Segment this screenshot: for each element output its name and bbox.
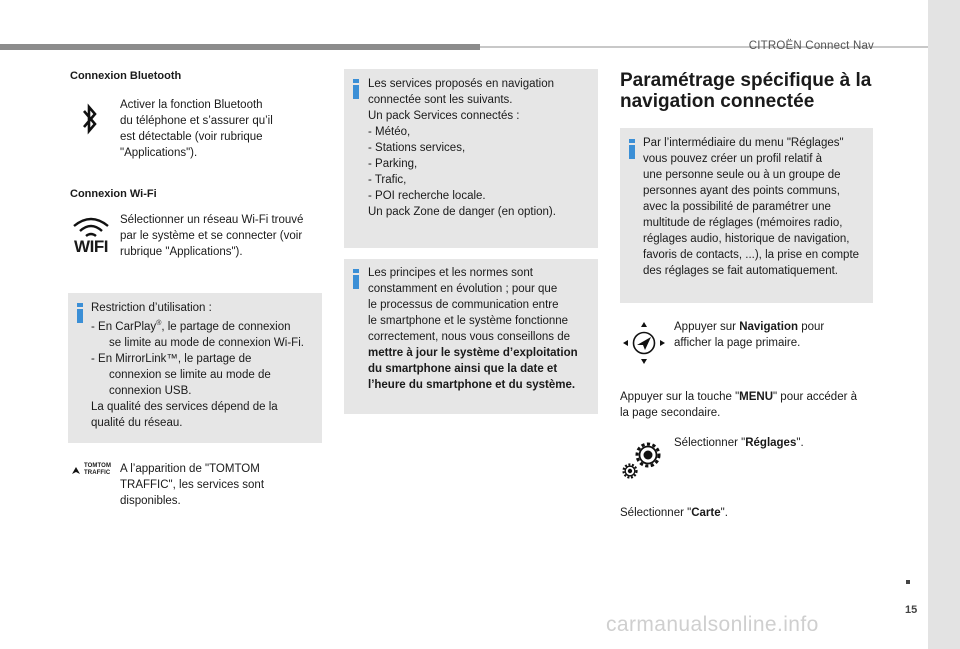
tomtom-description [120,461,320,509]
carte-keyword: Carte [691,507,721,519]
tomtom-logo-bottom: TRAFFIC [84,470,111,476]
info-icon [77,303,83,323]
restriction-text [91,300,319,431]
services-line: Les services proposés en navigation [368,78,555,90]
navigation-line: afficher la page primaire. [674,337,801,349]
principles-line: Les principes et les normes sont [368,267,533,279]
header-rule [0,44,480,50]
continuation-marker [906,580,910,584]
info-icon [353,79,359,99]
section-title-line: navigation connectée [620,91,815,112]
settings-info-line: avec la possibilité de paramétrer une [643,201,831,213]
settings-info-line: une personne seule ou à un groupe de [643,169,841,181]
principles-line: correctement, nous vous conseillons de [368,331,570,343]
page-number: 15 [905,604,918,616]
restriction-line: connexion USB. [109,384,192,397]
bluetooth-line: du téléphone et s’assurer qu’il [120,115,273,127]
menu-line [620,389,880,405]
text-part: Appuyer sur la touche " [620,391,740,403]
tomtom-line: disponibles. [120,495,181,507]
navigation-icon [620,319,668,367]
settings-info-line: multitude de réglages (mémoires radio, [643,217,843,229]
tomtom-logo-top: TOMTOM [84,463,112,469]
page-edge-strip [928,0,960,649]
navigation-line [674,319,874,335]
services-line: Un pack Zone de danger (en option). [368,206,556,218]
tomtom-traffic-logo [70,463,116,481]
info-icon [629,139,635,159]
restriction-line: connexion se limite au mode de [109,368,271,381]
settings-info-text [643,135,871,279]
carte-instruction [620,505,820,521]
principles-bold-line: l’heure du smartphone et du système. [368,379,576,391]
wifi-line: par le système et se connecter (voir [120,230,303,242]
text-part: pour [798,321,825,333]
bluetooth-line: est détectable (voir rubrique [120,131,263,143]
section-title [620,70,920,112]
restriction-line: - En MirrorLink™, le partage de [91,352,252,365]
principles-line: le smartphone et le système fonctionne [368,315,569,327]
tomtom-hand-icon [70,465,82,477]
bluetooth-description [120,97,320,161]
services-line: - Météo, [368,126,411,138]
services-line: Un pack Services connectés : [368,110,520,122]
watermark: carmanualsonline.info [606,613,819,636]
reglages-keyword: Réglages [745,437,797,449]
principles-bold-line: mettre à jour le système d’exploitation [368,347,578,359]
registered-mark: ® [156,320,162,327]
restriction-line: Restriction d’utilisation : [91,302,212,314]
menu-instruction [620,389,880,421]
text-part: Sélectionner " [674,437,746,449]
info-icon [353,269,359,289]
text-part: Sélectionner " [620,507,692,519]
navigation-instruction [674,319,874,351]
carte-line [620,505,820,521]
restriction-line: qualité du réseau. [91,416,183,429]
services-line: - Stations services, [368,142,466,154]
bluetooth-line: Activer la fonction Bluetooth [120,99,263,111]
text-part: ". [720,507,728,519]
tomtom-line: A l’apparition de "TOMTOM [120,463,260,475]
bluetooth-icon [80,102,100,136]
wifi-line: Sélectionner un réseau Wi-Fi trouvé [120,214,304,226]
restriction-line [91,316,319,335]
settings-info-line: vous pouvez créer un profil relatif à [643,153,822,165]
principles-bold-line: du smartphone ainsi que la date et [368,363,558,375]
wifi-description [120,212,330,260]
menu-keyword: MENU [739,391,774,403]
tomtom-line: TRAFFIC", les services sont [120,479,265,491]
wifi-icon-label: WIFI [74,237,108,256]
reglages-instruction [674,435,874,451]
restriction-line-part: - En CarPlay [91,320,157,333]
settings-gears-icon [621,438,667,480]
text-part: " pour accéder à [773,391,858,403]
settings-info-line: réglages audio, historique de navigation, [643,233,850,245]
services-line: connectée sont les suivants. [368,94,513,106]
bluetooth-line: "Applications"). [120,147,198,159]
settings-info-line: des réglages se fait automatiquement. [643,265,838,277]
services-text [368,76,594,220]
navigation-keyword: Navigation [739,321,798,333]
services-line: - Parking, [368,158,418,170]
principles-text [368,265,596,393]
section-title-line: Paramétrage spécifique à la [620,70,872,91]
wifi-line: rubrique "Applications"). [120,246,243,258]
settings-info-line: Par l’intermédiaire du menu "Réglages" [643,137,844,149]
header-title: CITROËN Connect Nav [748,40,874,52]
settings-info-line: favoris de contacts, ...), la prise en compte [643,249,860,261]
principles-line: constamment en évolution ; pour que [368,283,558,295]
text-part: ". [796,437,804,449]
wifi-heading: Connexion Wi-Fi [70,188,157,200]
services-line: - POI recherche locale. [368,190,486,202]
settings-info-line: personnes ayant des points communs, [643,185,840,197]
text-part: Appuyer sur [674,321,740,333]
wifi-icon [70,214,112,258]
restriction-line-part: , le partage de connexion [161,320,291,333]
reglages-line [674,435,874,451]
restriction-line: La qualité des services dépend de la [91,400,278,413]
principles-line: le processus de communication entre [368,299,559,311]
restriction-line: se limite au mode de connexion Wi-Fi. [109,336,304,349]
menu-line: la page secondaire. [620,407,721,419]
bluetooth-heading: Connexion Bluetooth [70,70,182,82]
services-line: - Trafic, [368,174,407,186]
